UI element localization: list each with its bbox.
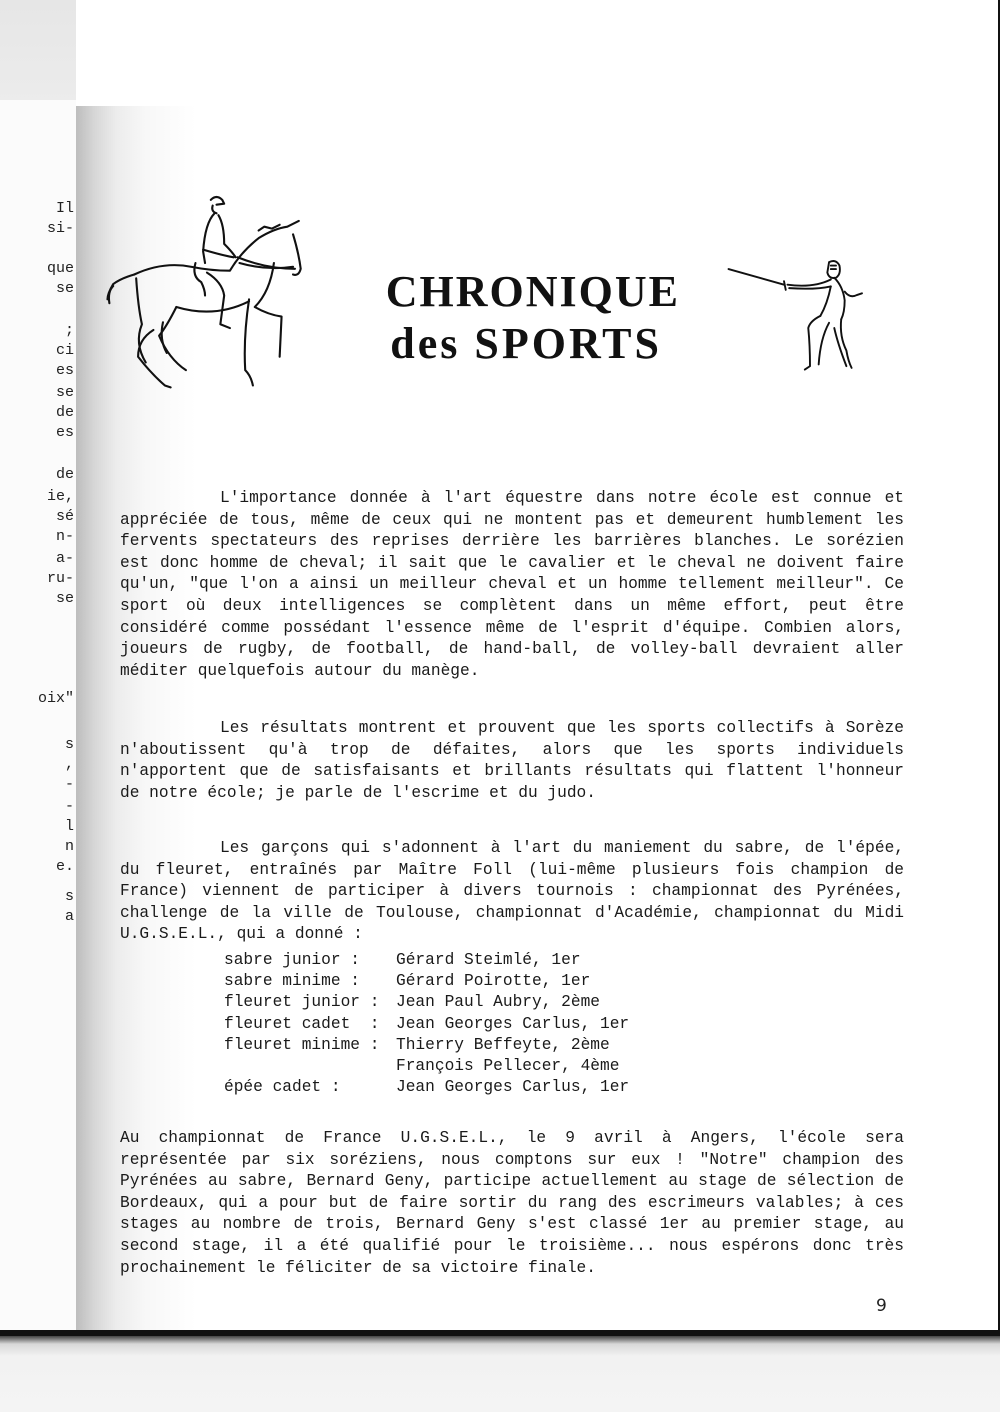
left-page-text-fragment: ;: [64, 322, 74, 339]
result-value: Jean Paul Aubry, 2ème: [396, 993, 600, 1012]
result-value: Jean Georges Carlus, 1er: [396, 1014, 630, 1033]
left-page-text-fragment: se: [55, 590, 74, 607]
result-category: sabre minime :: [224, 972, 360, 991]
left-page-text-fragment: n-: [55, 528, 74, 545]
fencer-icon: [712, 250, 882, 380]
result-category: fleuret minime :: [224, 1035, 380, 1054]
page-number: 9: [876, 1296, 887, 1316]
result-value: Thierry Beffeyte, 2ème: [396, 1035, 610, 1054]
result-category: sabre junior :: [224, 951, 360, 969]
left-page-text-fragment: s: [64, 888, 74, 905]
paragraph-equestrian: [120, 488, 904, 682]
paragraph-text: Au championnat de France U.G.S.E.L., le 9 avril à Angers, l'école sera représentée par six soréziens, nous comptons sur eux ! "Notre" champion des Pyrénées au sabre, Bernard Geny, participe actuellement au stage de sélection de Bordeaux, qui a pour but de faire sortir du rang des escrimeurs valables; à ces stages au nombre de trois, Bernard Geny s'est classé 1er au premier stage, au second stage, il a été qualifié pour le troisième... nous espérons donc très prochainement le féliciter de sa victoire finale.: [120, 1129, 904, 1277]
title-line-1: CHRONIQUE: [385, 267, 680, 316]
paragraph-fencing: [120, 838, 904, 946]
left-page-text-fragment: es: [55, 424, 74, 441]
left-page-text-fragment: si-: [46, 220, 74, 237]
horse-rider-icon: [96, 184, 316, 409]
left-page-text-fragment: a: [64, 908, 74, 925]
paragraph-text: L'importance donnée à l'art équestre dans notre école est connue et appréciée de tous, même de ceux qui ne montent pas et demeurent humblement les fervents spectateurs des reprises derrière les barrières blanches. Le sorézien est donc homme de cheval; il sait que le cavalier et le cheval ne doivent faire qu'un, "que l'on a ainsi un meilleur cheval et un homme tellement meilleur". Ce sport où deux intelligences se complètent dans un même effort, peut être considéré comme possédant l'essence même de l'esprit d'équipe. Combien alors, joueurs de rugby, de football, de hand-ball, de volley-ball devraient aller méditer quelquefois autour du manège.: [120, 489, 904, 680]
result-category: fleuret junior :: [224, 993, 380, 1012]
paragraph-national-championship: [120, 1128, 904, 1279]
result-category: fleuret cadet :: [224, 1014, 380, 1033]
result-value: Gérard Poirotte, 1er: [396, 972, 591, 991]
left-page-text-fragment: a-: [55, 550, 74, 567]
left-page-text-fragment: se: [55, 280, 74, 297]
result-category: [224, 1056, 396, 1077]
left-page-text-fragment: ,: [64, 756, 74, 773]
left-page-text-fragment: es: [55, 362, 74, 379]
left-page-text-fragment: que: [46, 260, 74, 277]
result-row: [224, 992, 629, 1013]
left-page-text-fragment: sé: [55, 508, 74, 525]
paragraph-text: Les garçons qui s'adonnent à l'art du maniement du sabre, de l'épée, du fleuret, entraînés par Maître Foll (lui-même plusieurs fois champion de France) viennent de participer à divers tournois : championnat des Pyrénées, challenge de la ville de Toulouse, championnat d'Académie, championnat du Midi U.G.S.E.L., qui a donné :: [120, 839, 904, 944]
left-page-text-fragment: de: [55, 404, 74, 421]
left-page-text-fragment: de: [55, 466, 74, 483]
left-page-text-fragment: s: [64, 736, 74, 753]
result-row: [224, 950, 629, 971]
result-category: épée cadet :: [224, 1078, 341, 1097]
left-page-text-fragment: se: [55, 384, 74, 401]
paragraph-text: Les résultats montrent et prouvent que les sports collectifs à Sorèze n'aboutissent qu'à trop de défaites, alors que les sports individuels n'apportent que de satisfaisants et brillants résultats qui flattent l'honneur de notre école; je parle de l'escrime et du judo.: [120, 719, 904, 802]
left-page-text-fragment: ci: [55, 342, 74, 359]
left-page-text-fragment: Il: [55, 200, 74, 217]
left-page-text-fragment: n: [64, 838, 74, 855]
left-page-text-fragment: oix": [37, 690, 74, 707]
title-line-2: des SPORTS: [390, 319, 662, 368]
page-title: [340, 266, 680, 370]
result-value: Gérard Steimlé, 1er: [396, 951, 581, 969]
result-row: [224, 971, 629, 992]
result-value: François Pellecer, 4ème: [396, 1057, 620, 1076]
result-row: [224, 1056, 629, 1077]
result-row: [224, 1035, 629, 1056]
left-page-text-fragment: l: [64, 818, 74, 835]
left-page-text-fragment: -: [64, 776, 74, 793]
result-row: [224, 1077, 629, 1098]
result-value: Jean Georges Carlus, 1er: [396, 1078, 630, 1097]
paragraph-results-overview: [120, 718, 904, 804]
left-page-text-fragment: e.: [55, 858, 74, 875]
left-page-text-fragment: -: [64, 798, 74, 815]
adjacent-left-page: [0, 100, 76, 1332]
left-page-text-fragment: ie,: [46, 488, 74, 505]
result-row: [224, 1014, 629, 1035]
page-top-edge: [76, 0, 1000, 112]
left-page-text-fragment: ru-: [46, 570, 74, 587]
fencing-results-list: [224, 950, 629, 1098]
scanner-background-bottom: [0, 1336, 1000, 1412]
